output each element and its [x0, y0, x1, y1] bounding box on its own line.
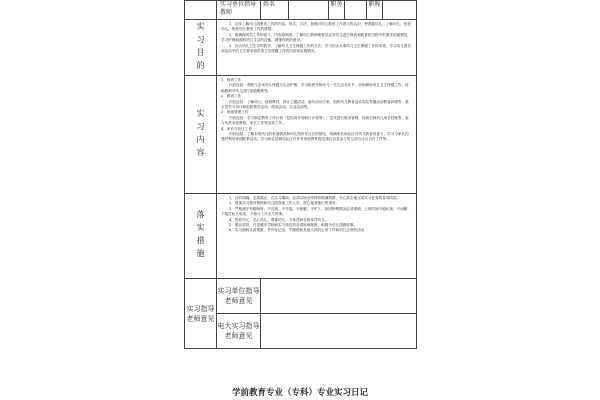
content-label: 实习内容: [196, 108, 205, 161]
name-label: 姓名: [261, 1, 289, 20]
content-section-title: 2．教育工作: [221, 94, 242, 99]
measure-item: 5．服从领导，自觉遵守学校和实习单位的各项规章制度，积极为幼儿园做好事。: [229, 223, 358, 228]
header-row: [185, 1, 417, 20]
measures-row: [185, 194, 417, 279]
content-section-title: 1．保育工作: [221, 78, 242, 82]
objectives-label: 实习目的: [196, 21, 205, 74]
measure-item: 2．尊重实习指导教师和幼儿园其他工作人员，虚心接受他们的指导。: [229, 201, 340, 206]
measure-item: 1．目的明确，态度端正，在实习期间，必须自始至终保持饱满热情，专心致志地完成实习任务的各项内容。: [229, 196, 401, 200]
content-section-text: 内容包括：了解幼儿，钻研教材，设计主题活动，编写活动方案，组织幼儿教育活动实际布置活动教育环境等；重点是学习设计和组织教学活动，游戏活动，生活活动等。: [221, 99, 409, 110]
content-section-text: 内容包括：了解本班幼儿的家庭情况和幼儿园所在社区的情况，明确家长和社区对幼儿教育的意义；学习与家长沟通并利用家园联系活动，学习和尝试调动社区内外对家庭教育提出建议以及参与幼儿园与社区合作工作等。: [221, 132, 409, 142]
unit-opinion-label-cell: [217, 279, 261, 314]
title-value-field[interactable]: [345, 1, 367, 20]
content-label-cell: [185, 76, 217, 194]
measures-label: 落实措施: [196, 210, 205, 262]
school-opinion-label-cell: [217, 314, 261, 349]
journal-title: 学前教育专业（专科）专业实习日记: [231, 388, 368, 398]
school-opinion-field[interactable]: [261, 314, 417, 349]
measures-label-cell: [185, 194, 217, 279]
content-section-title: 3．班级管理工作: [221, 110, 249, 115]
measure-item: 3．严格遵守考勤制度，不迟到，不早退，不缺勤，不旷工，如因特殊情况必须请假，上班时间不能私事，不闲聊，不接打私人电话，不做与工作无关的事。: [221, 206, 411, 217]
measure-item: 6．实习期间认真观察，并作好记录，不随便和其他人员的正常工作和幼儿正常的活动: [229, 228, 365, 233]
name-value-field[interactable]: [289, 1, 329, 20]
measure-item: 4．热爱幼儿，关心幼儿，尊重幼儿，不体罚和变相体罚幼儿。: [229, 217, 329, 222]
header-blank-cell: [185, 1, 217, 20]
objectives-content: [217, 20, 417, 76]
measures-content: [217, 194, 417, 279]
title-label: 职务: [329, 1, 345, 20]
content-body: [217, 76, 417, 194]
rank-value-field[interactable]: [383, 1, 417, 20]
objectives-row: [185, 20, 417, 76]
unit-opinion-row: [185, 279, 417, 314]
objective-item: 1．初步了解幼儿园教育工作的内容，形式，方法，加强对幼儿教育工作意义的认识，使我能幼儿，了解幼儿，热爱幼儿，热爱幼儿教育工作的感情。: [221, 22, 411, 32]
guidance-opinion-label: 实习指导老师意见: [186, 304, 215, 323]
rank-label: 职称: [367, 1, 383, 20]
content-section-text: 内容包括：观察与尝试幼儿保健与生活护理，学习组织安排幼儿一日生活各环节，协助做好幼儿卫生保健工作，协助教师对幼儿进行体能锻炼等。: [221, 83, 409, 93]
internship-form: [184, 0, 417, 349]
unit-teacher-label: 实习单位指导教师: [217, 1, 261, 20]
objective-item: 3．综合幼儿卫生学的教学，了解幼儿卫生保健工作的方法，学习初步从事幼儿卫生保健工作的本领，学习幼儿园各项活动中的卫生要求和各项卫生保健工作的内容和实施情况。: [221, 43, 411, 54]
guidance-opinion-label-cell: [185, 279, 217, 349]
school-opinion-row: [185, 314, 417, 349]
school-opinion-label: 电大实习指导老师意见: [217, 322, 260, 340]
unit-opinion-label: 实习单位指导老师意见: [217, 287, 260, 305]
objectives-label-cell: [185, 20, 217, 76]
content-section-title: 4．家长与社区工作: [221, 126, 253, 131]
content-row: [185, 76, 417, 194]
objective-item: 2．明确保育员工作的意义，内容和职责，了解幼儿教师保育员应对幼儿进行保育和教育的过程中的要求和重要性，学习护理和照料幼儿生活的技能，增强保育的意识。: [221, 32, 411, 43]
content-section-text: 内容包括：学习制定教育工作计划（包括周计划和日计划等），尝试进行班务管理，协助记载幼儿成长档案等，参与负责本班教育，家长工作等各项工作。: [221, 115, 409, 126]
unit-opinion-field[interactable]: [261, 279, 417, 314]
